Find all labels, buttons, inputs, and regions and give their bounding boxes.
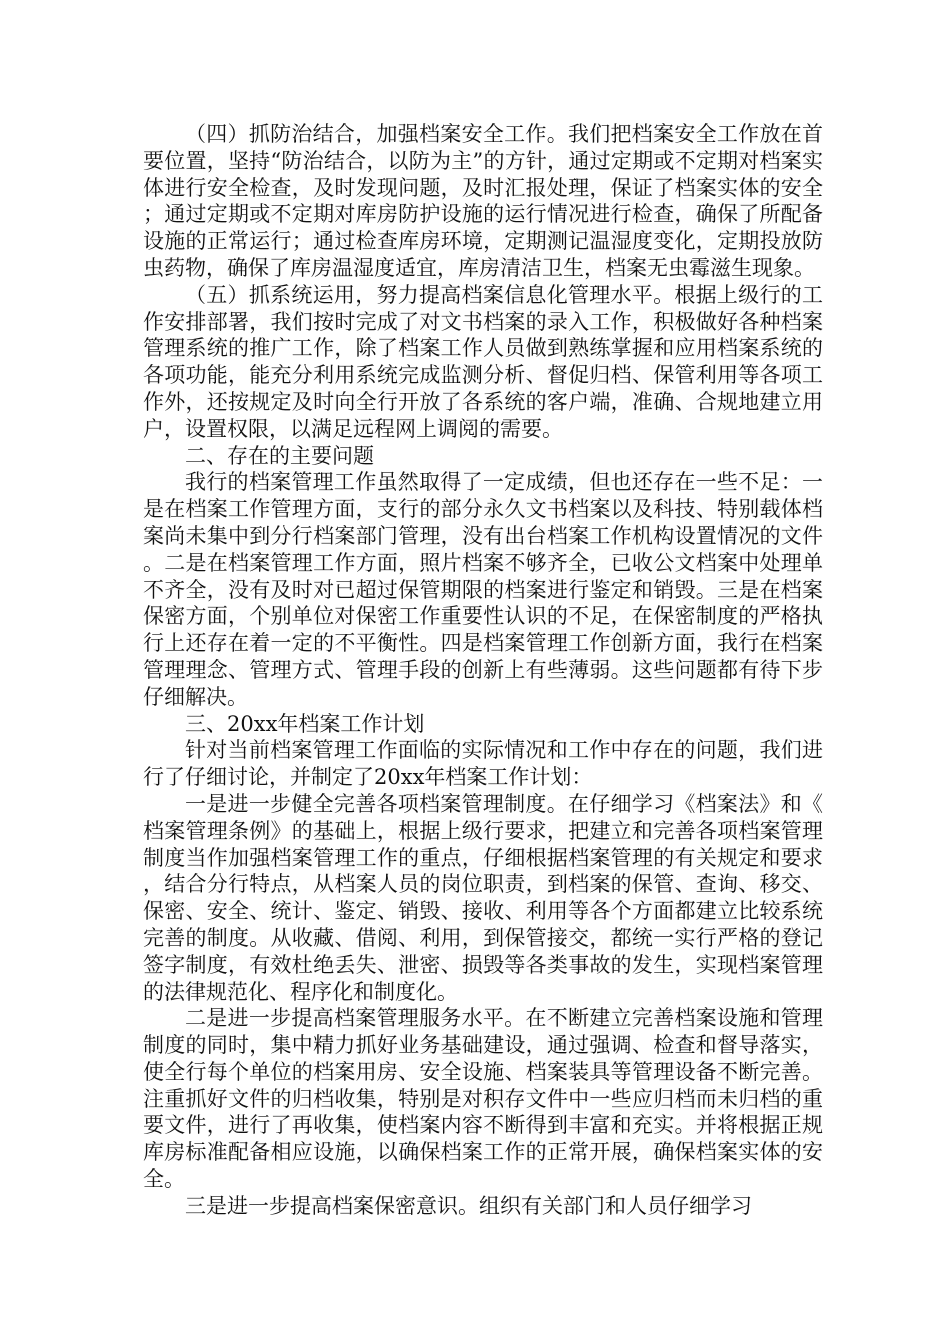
paragraph-system-application: （五）抓系统运用，努力提高档案信息化管理水平。根据上级行的工作安排部署，我们按时完成了对文书档案的录入工作，积极做好各种档案管理系统的推广工作，除了档案工作人员做到熟练掌握和应用档案系统的各项功能，能充分利用系统完成监测分析、督促归档、保管利用等各项工作外，还按规定及时向全行开放了各系统的客户端，准确、合规地建立用户，设置权限，以满足远程网上调阅的需要。 bbox=[143, 282, 823, 441]
paragraph-problems-detail: 我行的档案管理工作虽然取得了一定成绩，但也还存在一些不足：一是在档案工作管理方面，支行的部分永久文书档案以及科技、特别载体档案尚未集中到分行档案部门管理，没有出台档案工作机构设置情况的文件。二是在档案管理工作方面，照片档案不够齐全，已收公文档案中处理单不齐全，没有及时对已超过保管期限的档案进行鉴定和销毁。三是在档案保密方面，个别单位对保密工作重要性认识的不足，在保密制度的严格执行上还存在着一定的不平衡性。四是档案管理工作创新方面，我行在档案管理理念、管理方式、管理手段的创新上有些薄弱。这些问题都有待下步仔细解决。 bbox=[143, 470, 823, 709]
section-heading-main-problems: 二、存在的主要问题 bbox=[185, 443, 374, 468]
paragraph-plan-item-2: 二是进一步提高档案管理服务水平。在不断建立完善档案设施和管理制度的同时，集中精力抓好业务基础建设，通过强调、检查和督导落实，使全行每个单位的档案用房、安全设施、档案装具等管理设备不断完善。注重抓好文件的归档收集，特别是对积存文件中一些应归档而未归档的重要文件，进行了再收集，使档案内容不断得到丰富和充实。并将根据正规库房标准配备相应设施，以确保档案工作的正常开展，确保档案实体的安全。 bbox=[143, 1006, 823, 1192]
paragraph-plan-item-3: 三是进一步提高档案保密意识。组织有关部门和人员仔细学习 bbox=[185, 1193, 752, 1218]
paragraph-archive-security: （四）抓防治结合，加强档案安全工作。我们把档案安全工作放在首要位置，坚持“防治结合，以防为主”的方针，通过定期或不定期对档案实体进行安全检查，及时发现问题，及时汇报处理，保证了档案实体的安全；通过定期或不定期对库房防护设施的运行情况进行检查，确保了所配备设施的正常运行；通过检查库房环境，定期测记温湿度变化，定期投放防虫药物，确保了库房温湿度适宜，库房清洁卫生，档案无虫霉滋生现象。 bbox=[143, 122, 823, 280]
paragraph-plan-intro: 针对当前档案管理工作面临的实际情况和工作中存在的问题，我们进行了仔细讨论，并制定了20xx年档案工作计划： bbox=[143, 738, 823, 790]
section-heading-work-plan: 三、20xx年档案工作计划 bbox=[185, 711, 425, 736]
paragraph-plan-item-1: 一是进一步健全完善各项档案管理制度。在仔细学习《档案法》和《档案管理条例》的基础上，根据上级行要求，把建立和完善各项档案管理制度当作加强档案管理工作的重点，仔细根据档案管理的有关规定和要求，结合分行特点，从档案人员的岗位职责，到档案的保管、查询、移交、保密、安全、统计、鉴定、销毁、接收、利用等各个方面都建立比较系统完善的制度。从收藏、借阅、利用，到保管接交，都统一实行严格的登记签字制度，有效杜绝丢失、泄密、损毁等各类事故的发生，实现档案管理的法律规范化、程序化和制度化。 bbox=[143, 791, 823, 1004]
document-body bbox=[143, 121, 823, 1220]
